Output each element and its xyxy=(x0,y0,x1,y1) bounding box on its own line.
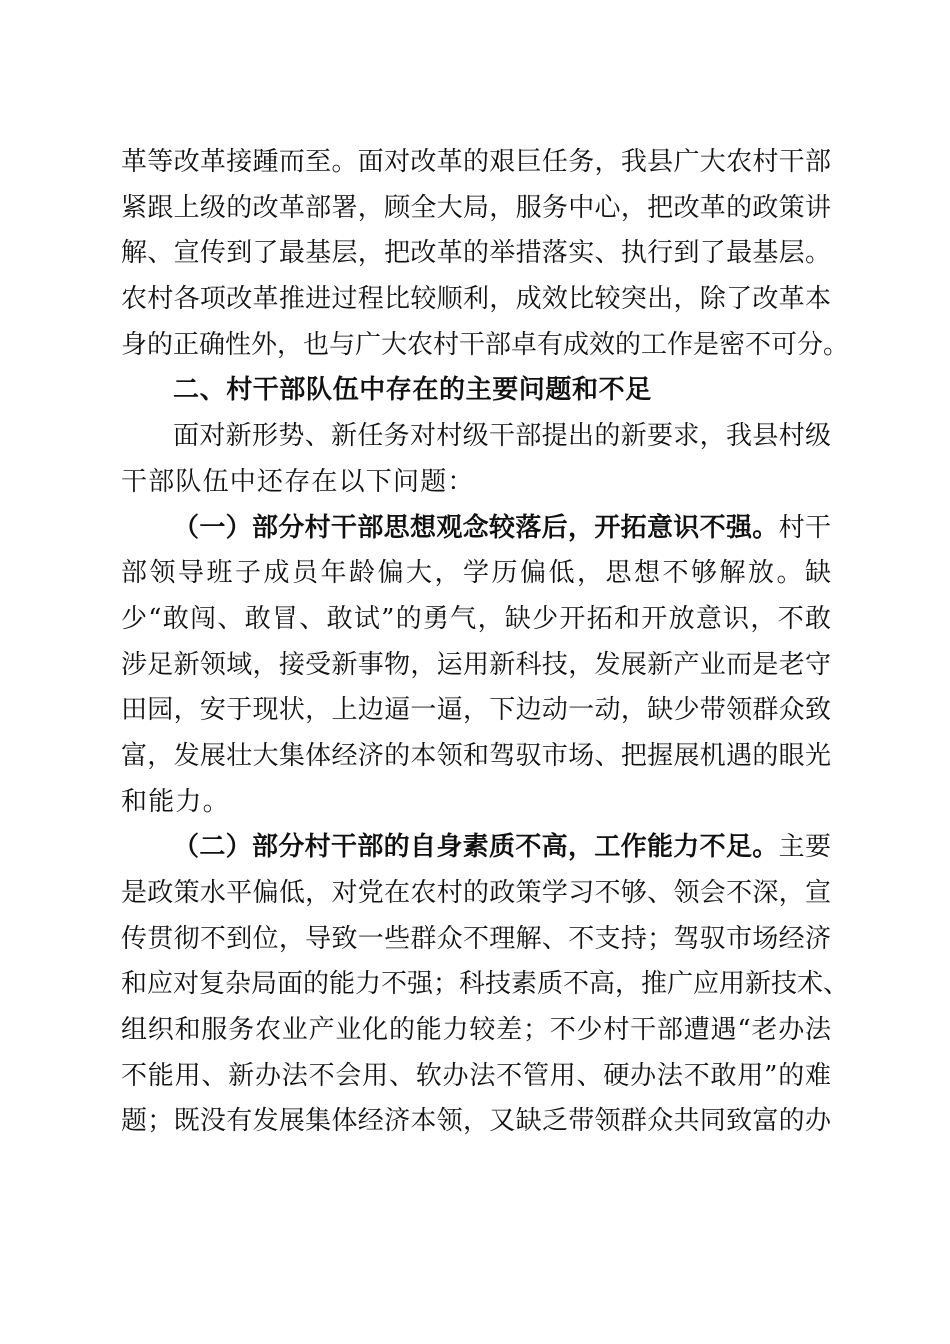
paragraph-line: 农村各项改革推进过程比较顺利，成效比较突出，除了改革本 xyxy=(121,284,831,315)
subsection-lead: （一）部分村干部思想观念较落后，开拓意识不强。 xyxy=(173,512,779,543)
paragraph-line: 解、宣传到了最基层，把改革的举措落实、执行到了最基层。 xyxy=(121,238,831,269)
subsection-lead-tail: 主要 xyxy=(778,832,831,863)
paragraph-line: 传贯彻不到位，导致一些群众不理解、不支持；驾驭市场经济 xyxy=(121,923,831,954)
subsection-lead-line xyxy=(121,825,831,871)
section-heading: 二、村干部队伍中存在的主要问题和不足 xyxy=(173,375,652,406)
paragraph-line: 革等改革接踵而至。面对改革的艰巨任务，我县广大农村干部 xyxy=(121,147,831,177)
paragraph-line: 面对新形势、新任务对村级干部提出的新要求，我县村级 xyxy=(173,421,831,452)
subsection-lead: （二）部分村干部的自身素质不高，工作能力不足。 xyxy=(173,832,779,863)
paragraph-line: 田园，安于现状，上边逼一逼，下边动一动，缺少带领群众致 xyxy=(121,695,831,726)
paragraph-line: 干部队伍中还存在以下问题： xyxy=(121,466,475,497)
paragraph-line: 身的正确性外，也与广大农村干部卓有成效的工作是密不可分。 xyxy=(121,329,850,360)
paragraph-line: 和应对复杂局面的能力不强；科技素质不高，推广应用新技术、 xyxy=(121,969,850,1000)
paragraph-line: 涉足新领域，接受新事物，运用新科技，发展新产业而是老守 xyxy=(121,649,831,680)
paragraph-line: 不能用、新办法不会用、软办法不管用、硬办法不敢用”的难 xyxy=(121,1060,831,1091)
paragraph-line: 少“敢闯、敢冒、敢试”的勇气，缺少开拓和开放意识，不敢 xyxy=(121,603,831,634)
paragraph-line: 是政策水平偏低，对党在农村的政策学习不够、领会不深，宣 xyxy=(121,878,831,908)
paragraph-line: 题；既没有发展集体经济本领，又缺乏带领群众共同致富的办 xyxy=(121,1106,831,1137)
paragraph-line: 富，发展壮大集体经济的本领和驾驭市场、把握展机遇的眼光 xyxy=(121,740,831,771)
subsection-lead-line xyxy=(121,506,831,552)
document-body xyxy=(121,140,850,1145)
paragraph-line: 组织和服务农业产业化的能力较差；不少村干部遭遇“老办法 xyxy=(121,1015,831,1046)
paragraph-line: 紧跟上级的改革部署，顾全大局，服务中心，把改革的政策讲 xyxy=(121,192,831,223)
paragraph-line: 和能力。 xyxy=(121,786,230,817)
subsection-lead-tail: 村干 xyxy=(778,512,831,543)
paragraph-line: 部领导班子成员年龄偏大，学历偏低，思想不够解放。缺 xyxy=(121,558,831,589)
